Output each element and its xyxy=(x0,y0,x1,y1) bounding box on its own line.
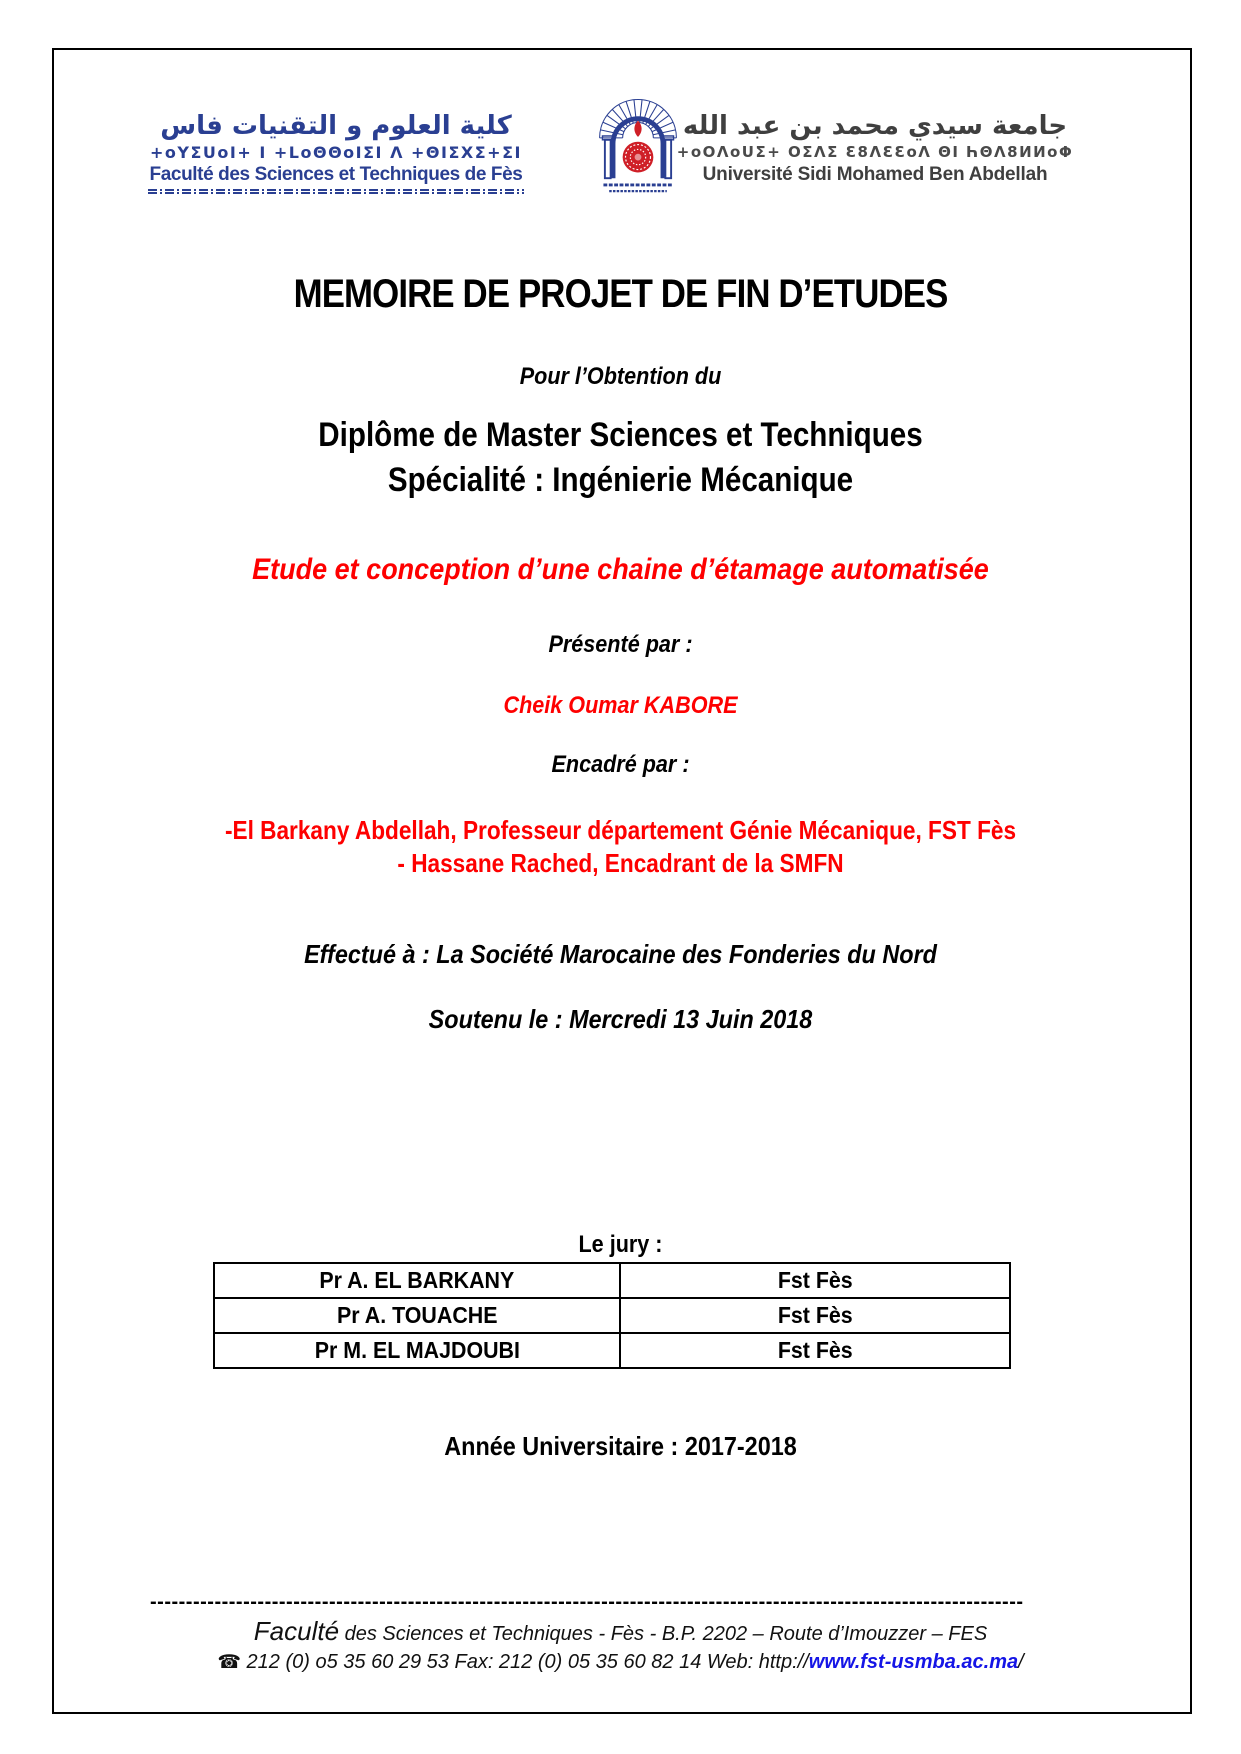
faculty-name-arabic: كلية العلوم و التقنيات فاس xyxy=(160,111,512,141)
presented-by-label: Présenté par : xyxy=(548,631,693,658)
faculty-name-tifinagh: +oYΣUoI+ I +LoΘΘoIΣI Λ +ΘΙΣXΣ+ΣΙ xyxy=(150,143,522,162)
supervisors-block xyxy=(81,814,1161,880)
footer-contact-suffix: / xyxy=(1018,1651,1024,1673)
document-title: MEMOIRE DE PROJET DE FIN D’ETUDES xyxy=(293,272,948,316)
jury-member-affiliation: Fst Fès xyxy=(777,1267,853,1293)
defense-date-line: Soutenu le : Mercredi 13 Juin 2018 xyxy=(428,1004,813,1034)
jury-row-3 xyxy=(214,1333,1010,1368)
supervised-by-label: Encadré par : xyxy=(551,751,690,778)
jury-table xyxy=(213,1262,1011,1369)
jury-member-name: Pr M. EL MAJDOUBI xyxy=(314,1337,520,1363)
website-link[interactable]: www.fst-usmba.ac.ma xyxy=(808,1651,1019,1673)
footer-dashed-divider: -------------------------------------------------------------------------------------------------------------------------- xyxy=(150,1591,1024,1613)
jury-row-1 xyxy=(214,1263,1010,1298)
jury-member-name: Pr A. EL BARKANY xyxy=(319,1267,515,1293)
footer-contact-prefix: 212 (0) o5 35 60 29 53 Fax: 212 (0) 05 35 60 82 14 Web: http:// xyxy=(240,1651,809,1673)
jury-member-name: Pr A. TOUACHE xyxy=(336,1302,498,1328)
jury-member-affiliation: Fst Fès xyxy=(777,1337,853,1363)
faculty-name-french: Faculté des Sciences et Techniques de Fès xyxy=(149,164,523,185)
author-name: Cheik Oumar KABORE xyxy=(503,692,738,719)
supervisor-line-1: -El Barkany Abdellah, Professeur département Génie Mécanique, FST Fès xyxy=(224,815,1017,845)
footer-address-line xyxy=(0,1616,1241,1649)
carried-out-at-line: Effectué à : La Société Marocaine des Fonderies du Nord xyxy=(304,939,937,969)
jury-row-2 xyxy=(214,1298,1010,1333)
university-name-arabic: جامعة سيدي محمد بن عبد الله xyxy=(682,111,1068,141)
university-name-tifinagh: +oOΛoUΣ+ OΣΛΣ Ɛ8ΛƐƐoΛ ΘΙ ҺΘΛ8ИИoΦ xyxy=(676,143,1074,161)
footer-address-rest: des Sciences et Techniques - Fès - B.P. 2202 – Route d’Imouzzer – FES xyxy=(339,1623,988,1645)
supervisor-line-2: - Hassane Rached, Encadrant de la SMFN xyxy=(397,848,844,878)
obtention-subtitle: Pour l’Obtention du xyxy=(519,363,722,390)
diploma-block xyxy=(81,413,1161,503)
fax-icon: ☎ xyxy=(217,1651,241,1673)
project-title: Etude et conception d’une chaine d’étamage automatisée xyxy=(252,553,989,586)
jury-member-affiliation: Fst Fès xyxy=(777,1302,853,1328)
academic-year-line: Année Universitaire : 2017-2018 xyxy=(444,1431,797,1461)
footer-address-lead: Faculté xyxy=(253,1616,340,1646)
faculty-header-block xyxy=(148,110,524,194)
university-name-french: Université Sidi Mohamed Ben Abdellah xyxy=(702,164,1048,185)
footer-contact-line xyxy=(0,1649,1241,1675)
diploma-line2: Spécialité : Ingénierie Mécanique xyxy=(387,461,854,499)
jury-label: Le jury : xyxy=(578,1231,663,1258)
faculty-dash-dot-underline xyxy=(148,189,524,194)
university-header-block xyxy=(655,110,1095,187)
diploma-line1: Diplôme de Master Sciences et Techniques xyxy=(318,416,923,454)
